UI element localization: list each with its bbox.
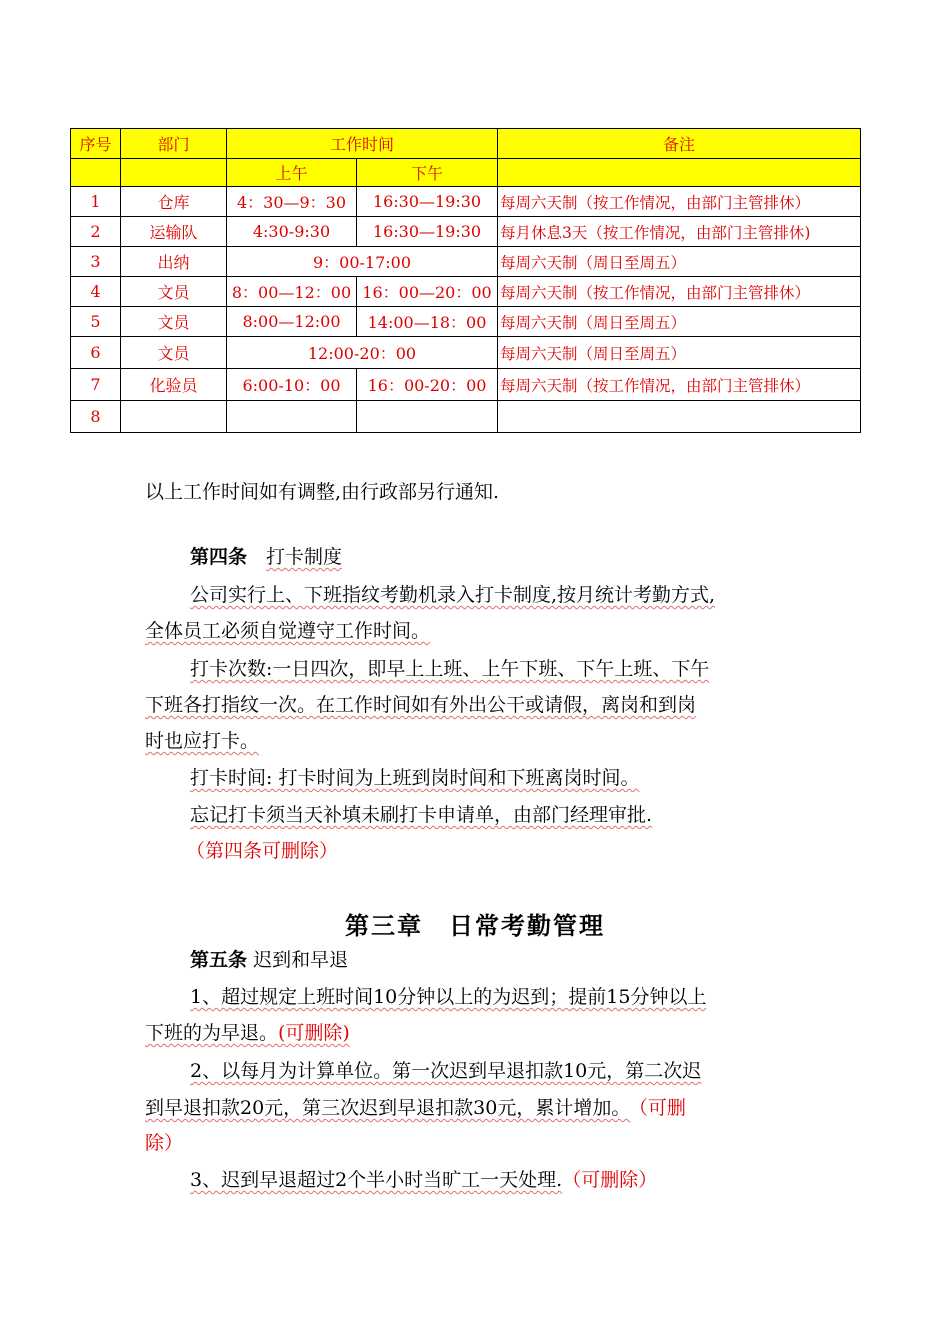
cell-dept: 文员	[121, 277, 227, 307]
article-4-para1-line1: 公司实行上、下班指纹考勤机录入打卡制度,按月统计考勤方式,	[190, 584, 716, 606]
table-row	[71, 247, 861, 277]
cell-no: 3	[71, 247, 121, 277]
cell-dept: 文员	[121, 337, 227, 369]
table-header-row	[71, 129, 861, 159]
cell-time: 12:00-20：00	[227, 337, 498, 369]
cell-pm: 14:00—18：00	[357, 307, 498, 337]
cell-pm: 16：00—20：00	[357, 277, 498, 307]
cell-am: 4:30-9:30	[227, 217, 357, 247]
cell-note: 每周六天制（周日至周五）	[498, 247, 861, 277]
article-5-para2-line1: 2、以每月为计算单位。第一次迟到早退扣款10元，第二次迟	[190, 1060, 702, 1082]
article-4-para4: 忘记打卡须当天补填未刷打卡申请单，由部门经理审批.	[190, 804, 653, 826]
cell-note: 每月休息3天（按工作情况，由部门主管排休)	[498, 217, 861, 247]
cell-no: 5	[71, 307, 121, 337]
cell-time: 9：00-17:00	[227, 247, 498, 277]
article-5-para3-deletable: （可删除）	[562, 1169, 658, 1191]
cell-note: 每周六天制（按工作情况，由部门主管排休）	[498, 187, 861, 217]
article-5-para1-deletable: (可删除)	[278, 1022, 350, 1044]
table-row	[71, 401, 861, 433]
cell-no: 4	[71, 277, 121, 307]
cell-note: 每周六天制（周日至周五）	[498, 337, 861, 369]
cell-dept: 仓库	[121, 187, 227, 217]
cell-note: 每周六天制（按工作情况，由部门主管排休）	[498, 277, 861, 307]
header-dept: 部门	[121, 129, 227, 159]
article-4-para2-line2: 下班各打指纹一次。在工作时间如有外出公干或请假，离岗和到岗	[145, 694, 697, 716]
work-schedule-table	[70, 128, 861, 433]
cell-am: 8：00—12：00	[227, 277, 357, 307]
article-5-para2-line3: 除）	[145, 1132, 184, 1154]
header-remark: 备注	[498, 129, 861, 159]
cell-pm: 16:30—19:30	[357, 217, 498, 247]
cell-dept: 化验员	[121, 369, 227, 401]
article-5-para3	[190, 1166, 860, 1194]
cell-pm: 16：00-20：00	[357, 369, 498, 401]
article-5-number: 第五条	[190, 949, 248, 971]
subheader-empty	[121, 159, 227, 187]
table-row	[71, 277, 861, 307]
subheader-empty	[498, 159, 861, 187]
table-row	[71, 307, 861, 337]
cell-note	[498, 401, 861, 433]
article-5-heading	[190, 946, 860, 974]
article-4-deletable-note: （第四条可删除）	[186, 840, 339, 862]
table-row	[71, 217, 861, 247]
article-4-title: 打卡制度	[266, 546, 343, 568]
header-work-time: 工作时间	[227, 129, 498, 159]
cell-am: 8:00—12:00	[227, 307, 357, 337]
table-row	[71, 337, 861, 369]
cell-pm: 16:30—19:30	[357, 187, 498, 217]
article-5-title: 迟到和早退	[253, 949, 349, 971]
cell-dept	[121, 401, 227, 433]
cell-note: 每周六天制（周日至周五）	[498, 307, 861, 337]
cell-no: 1	[71, 187, 121, 217]
cell-pm	[357, 401, 498, 433]
cell-am	[227, 401, 357, 433]
cell-dept: 出纳	[121, 247, 227, 277]
article-5-para1-line2	[145, 1019, 815, 1047]
article-5-para2-text: 到早退扣款20元，第三次迟到早退扣款30元，累计增加。	[145, 1097, 631, 1119]
cell-no: 8	[71, 401, 121, 433]
subheader-pm: 下午	[357, 159, 498, 187]
table-row	[71, 369, 861, 401]
adjust-note: 以上工作时间如有调整,由行政部另行通知.	[145, 481, 500, 503]
cell-dept: 文员	[121, 307, 227, 337]
cell-no: 2	[71, 217, 121, 247]
table-subheader-row	[71, 159, 861, 187]
article-4-para2-line1: 打卡次数:一日四次，即早上上班、上午下班、下午上班、下午	[190, 658, 710, 680]
chapter-3-title: 第三章 日常考勤管理	[345, 911, 605, 940]
article-4-para1-line2: 全体员工必须自觉遵守工作时间。	[145, 620, 431, 642]
cell-no: 6	[71, 337, 121, 369]
cell-note: 每周六天制（按工作情况，由部门主管排休）	[498, 369, 861, 401]
cell-dept: 运输队	[121, 217, 227, 247]
subheader-empty	[71, 159, 121, 187]
cell-am: 6:00-10：00	[227, 369, 357, 401]
article-5-para2-line2	[145, 1094, 815, 1122]
cell-am: 4：30—9：30	[227, 187, 357, 217]
cell-no: 7	[71, 369, 121, 401]
article-4-number: 第四条	[190, 546, 248, 568]
article-5-para3-text: 3、迟到早退超过2个半小时当旷工一天处理.	[190, 1169, 563, 1191]
table-row	[71, 187, 861, 217]
article-5-para1-line1: 1、超过规定上班时间10分钟以上的为迟到；提前15分钟以上	[190, 986, 707, 1008]
subheader-am: 上午	[227, 159, 357, 187]
article-4-heading	[190, 543, 860, 571]
article-4-para3: 打卡时间: 打卡时间为上班到岗时间和下班离岗时间。	[190, 767, 640, 789]
article-5-para2-deletable: （可删	[638, 1097, 686, 1119]
article-5-para1-text: 下班的为早退。	[145, 1022, 279, 1044]
header-no: 序号	[71, 129, 121, 159]
article-4-para2-line3: 时也应打卡。	[145, 730, 260, 752]
